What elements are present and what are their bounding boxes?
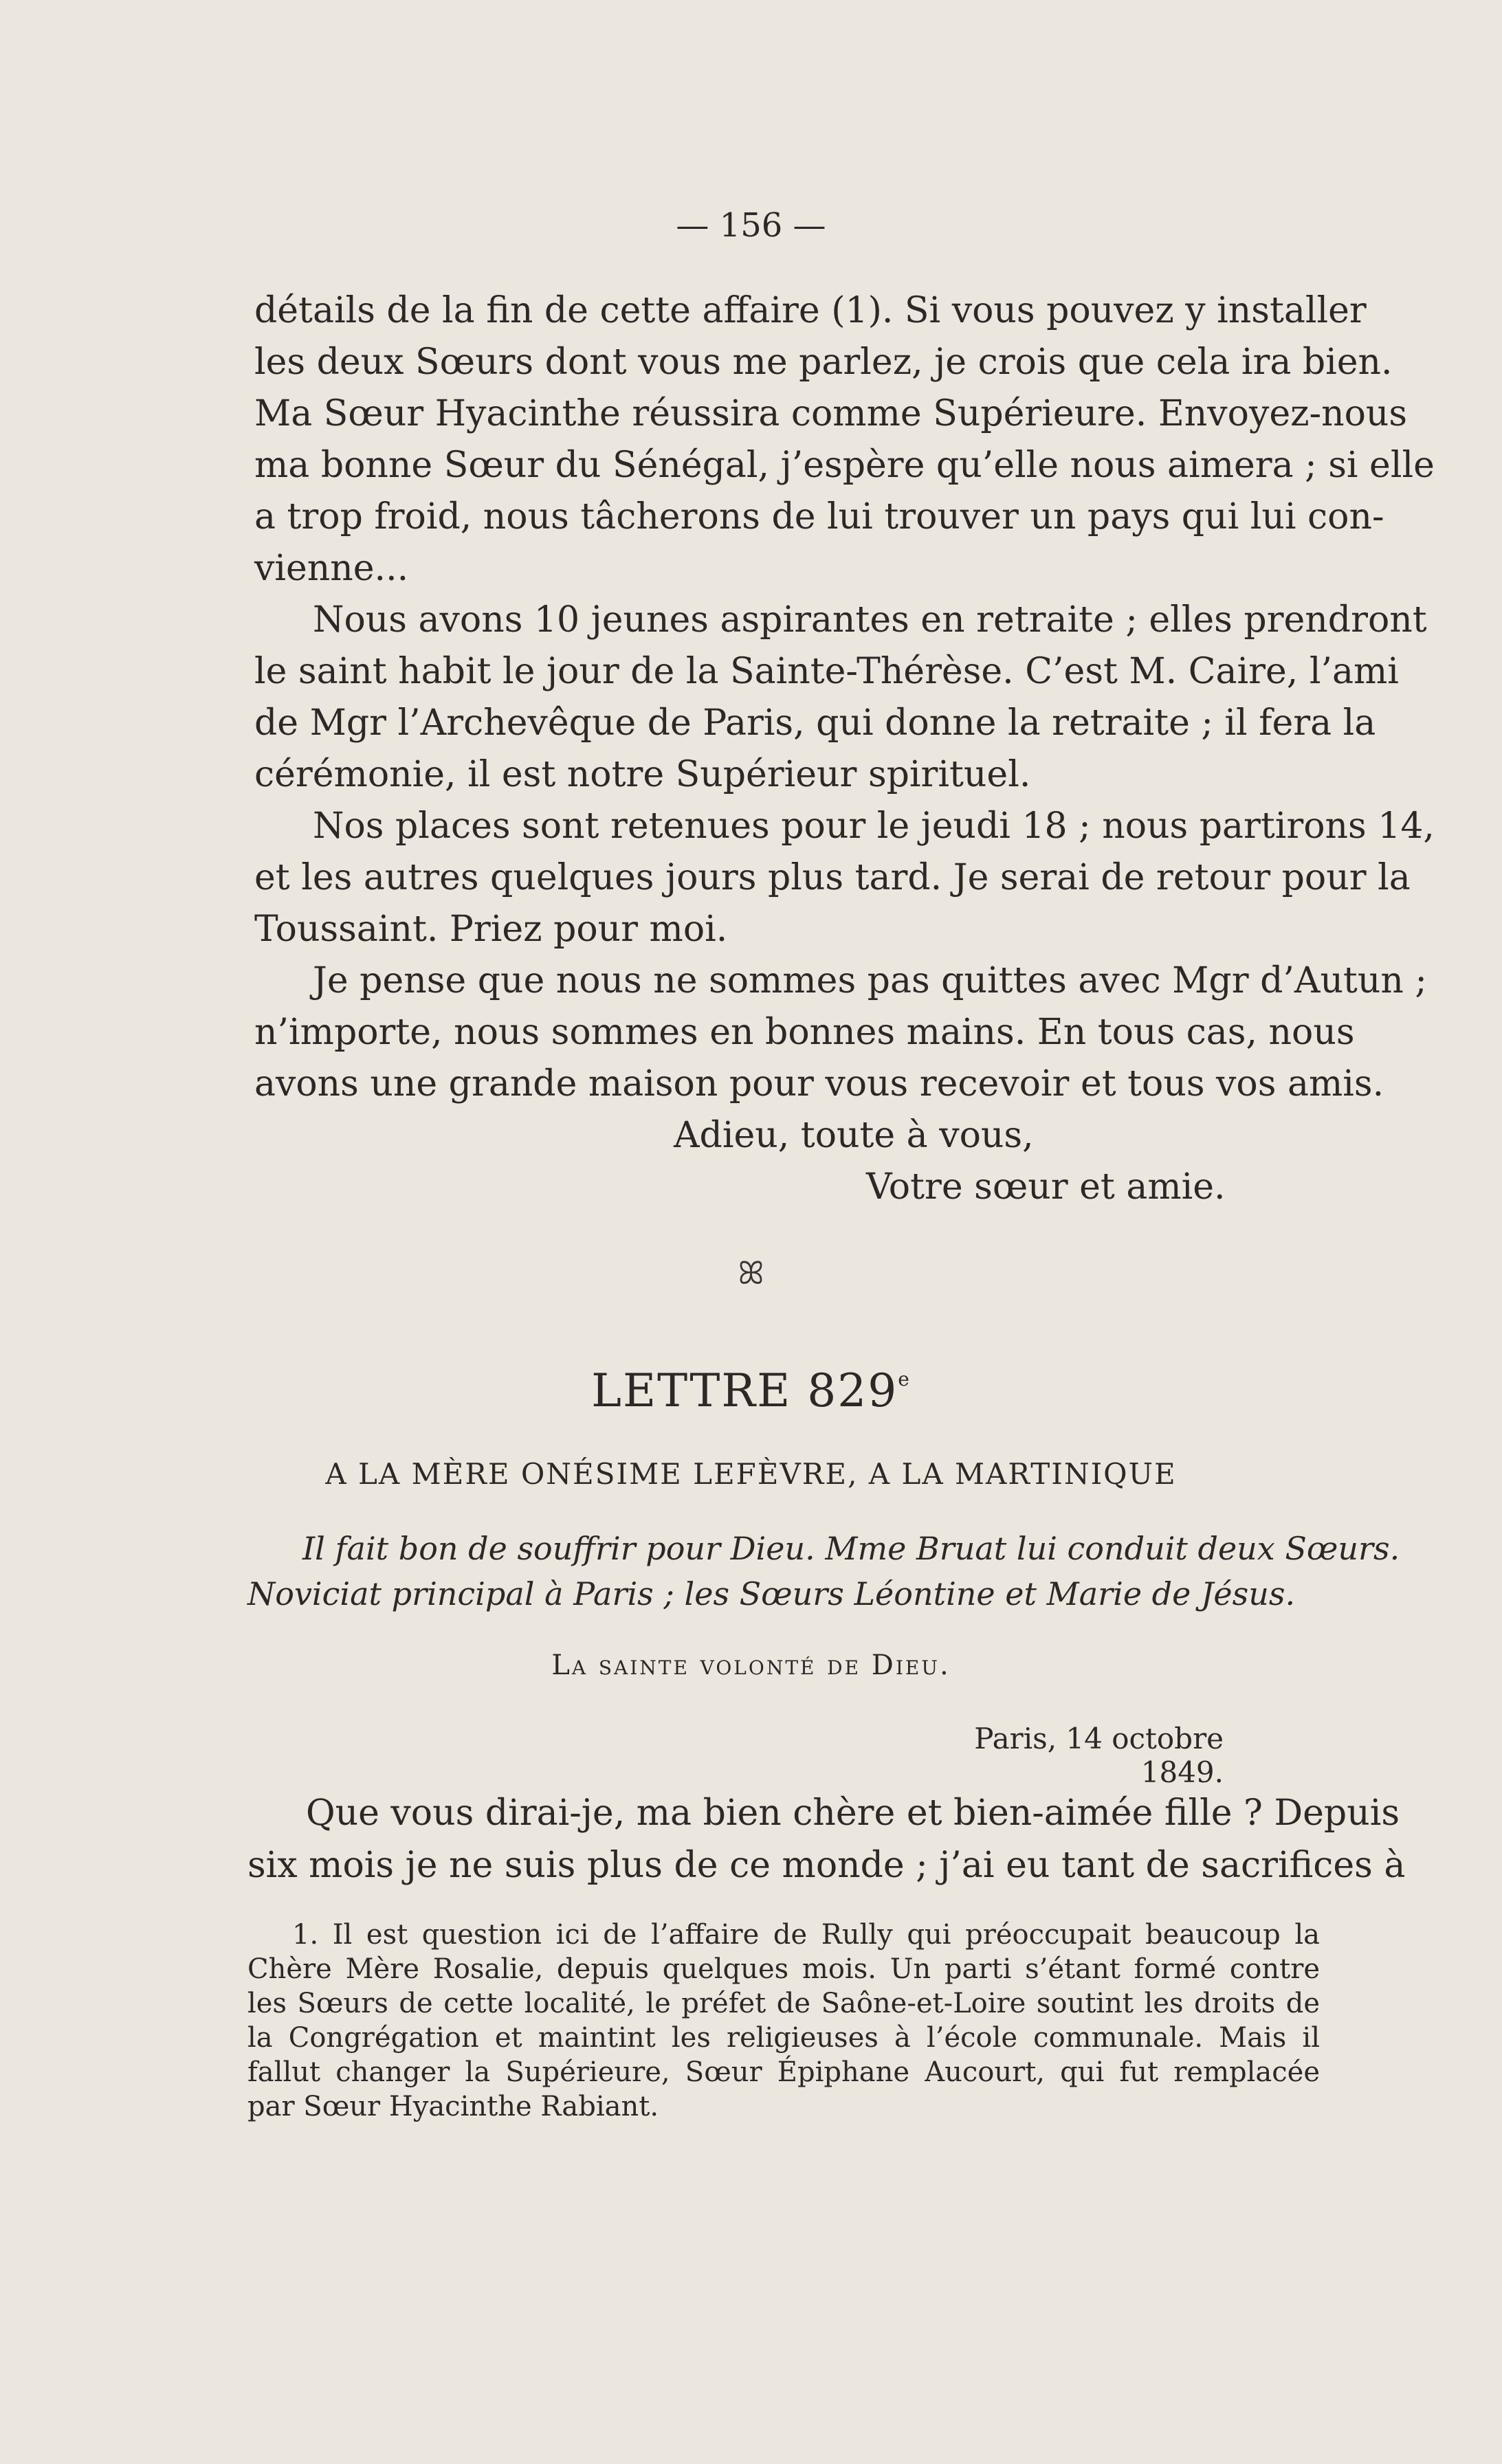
letter-recipient: A LA MÈRE ONÉSIME LEFÈVRE, A LA MARTINIQUE bbox=[325, 1457, 1177, 1491]
text-line: Toussaint. Priez pour moi. bbox=[254, 909, 728, 950]
letter-title-ordinal: e bbox=[898, 1368, 911, 1390]
text-line: Je pense que nous ne sommes pas quittes avec Mgr d’Autun ; bbox=[313, 960, 1427, 1001]
letter-summary bbox=[247, 1526, 1400, 1617]
text-line: six mois je ne suis plus de ce monde ; j’ai eu tant de sacrifices à bbox=[247, 1845, 1406, 1886]
summary-line: Noviciat principal à Paris ; les Sœurs Léontine et Marie de Jésus. bbox=[247, 1575, 1296, 1612]
text-line: les deux Sœurs dont vous me parlez, je crois que cela ira bien. bbox=[254, 342, 1393, 383]
footnote-line: 1. Il est question ici de l’affaire de Rully qui préoccupait beaucoup la bbox=[292, 1919, 1320, 1951]
text-line: cérémonie, il est notre Supérieur spirituel. bbox=[254, 754, 1031, 795]
footnote bbox=[247, 1918, 1320, 2124]
text-line: détails de la fin de cette affaire (1). Si vous pouvez y installer bbox=[254, 290, 1367, 331]
text-line: Nos places sont retenues pour le jeudi 18 ; nous partirons 14, bbox=[313, 806, 1435, 847]
text-line: et les autres quelques jours plus tard. Je serai de retour pour la bbox=[254, 857, 1411, 898]
page-number: — 156 — bbox=[676, 206, 826, 245]
footnote-line: la Congrégation et maintint les religieuses à l’école communale. Mais il bbox=[247, 2022, 1320, 2054]
footnote-line: Chère Mère Rosalie, depuis quelques mois. Un parti s’étant formé contre bbox=[247, 1953, 1320, 1985]
letter-motto: La sainte volonté de Dieu. bbox=[551, 1650, 951, 1681]
text-line: de Mgr l’Archevêque de Paris, qui donne la retraite ; il fera la bbox=[254, 702, 1376, 744]
closing-line: Adieu, toute à vous, bbox=[674, 1115, 1034, 1156]
letter-title bbox=[0, 1364, 1502, 1417]
letter-title-text: LETTRE 829 bbox=[591, 1364, 898, 1417]
letter-dateline: Paris, 14 octobre 1849. bbox=[974, 1722, 1224, 1789]
text-line: ma bonne Sœur du Sénégal, j’espère qu’elle nous aimera ; si elle bbox=[254, 445, 1435, 486]
text-line: le saint habit le jour de la Sainte-Thérèse. C’est M. Caire, l’ami bbox=[254, 651, 1399, 692]
footnote-line: fallut changer la Supérieure, Sœur Épiphane Aucourt, qui fut remplacée bbox=[247, 2056, 1320, 2088]
section-ornament-icon: ꕤ bbox=[738, 1254, 764, 1291]
text-line: n’importe, nous sommes en bonnes mains. En tous cas, nous bbox=[254, 1012, 1355, 1053]
letter-body bbox=[247, 1787, 1406, 1891]
text-line: a trop froid, nous tâcherons de lui trouver un pays qui lui con- bbox=[254, 496, 1384, 537]
footnote-line: par Sœur Hyacinthe Rabiant. bbox=[247, 2091, 659, 2122]
footnote-line: les Sœurs de cette localité, le préfet de Saône-et-Loire soutint les droits de bbox=[247, 1988, 1320, 2019]
text-line: Que vous dirai-je, ma bien chère et bien-aimée fille ? Depuis bbox=[306, 1792, 1400, 1834]
text-line: Nous avons 10 jeunes aspirantes en retraite ; elles prendront bbox=[313, 599, 1427, 641]
letter-continuation bbox=[254, 285, 1435, 1213]
summary-line: Il fait bon de souffrir pour Dieu. Mme Bruat lui conduit deux Sœurs. bbox=[302, 1530, 1400, 1567]
signature-line: Votre sœur et amie. bbox=[866, 1166, 1226, 1208]
text-line: avons une grande maison pour vous recevoir et tous vos amis. bbox=[254, 1063, 1384, 1105]
text-line: vienne... bbox=[254, 548, 409, 589]
text-line: Ma Sœur Hyacinthe réussira comme Supérieure. Envoyez-nous bbox=[254, 393, 1408, 434]
